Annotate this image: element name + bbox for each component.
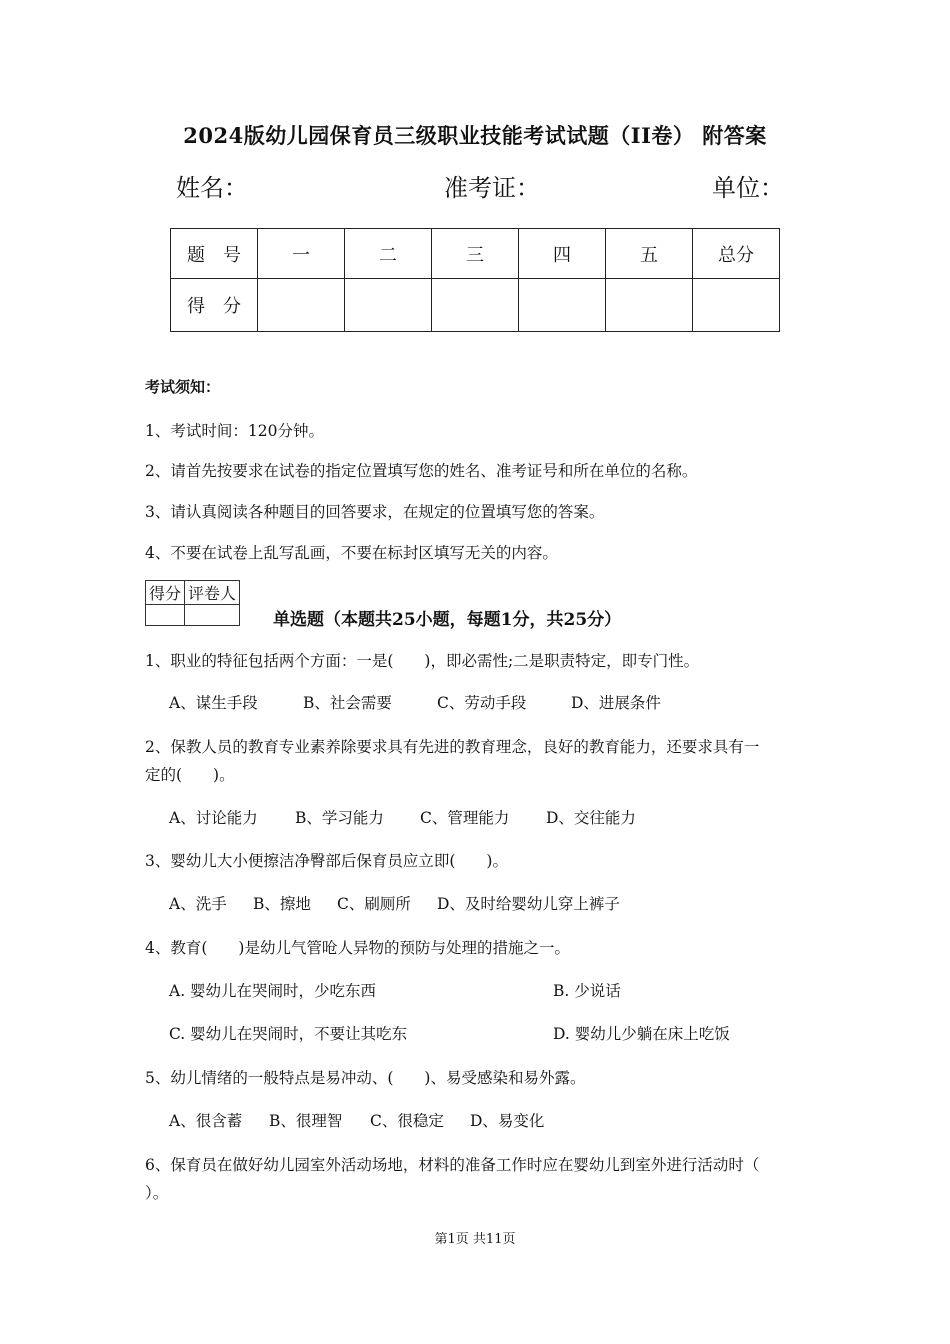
score-table <box>170 228 780 332</box>
score-header-cell: 二 <box>345 229 432 279</box>
option-b[interactable]: B、很理智 <box>269 1112 343 1130</box>
score-cell[interactable] <box>606 279 693 332</box>
notice-item: 2、请首先按要求在试卷的指定位置填写您的姓名、准考证号和所在单位的名称。 <box>145 462 698 480</box>
option-a[interactable]: A、谋生手段 <box>169 694 258 712</box>
score-cell[interactable] <box>432 279 519 332</box>
option-c[interactable]: C、管理能力 <box>420 809 510 827</box>
notice-item: 1、考试时间：120分钟。 <box>145 422 324 440</box>
option-b[interactable]: B、学习能力 <box>295 809 384 827</box>
option-a[interactable]: A、很含蓄 <box>169 1112 243 1130</box>
score-header-cell: 三 <box>432 229 519 279</box>
question-stem: 6、保育员在做好幼儿园室外活动场地，材料的准备工作时应在婴幼儿到室外进行活动时（ <box>145 1156 760 1174</box>
option-c[interactable]: C、劳动手段 <box>437 694 527 712</box>
option-d[interactable]: D、易变化 <box>470 1112 545 1130</box>
option-d[interactable]: D、及时给婴幼儿穿上裤子 <box>437 895 620 913</box>
option-d[interactable]: D、交往能力 <box>546 809 636 827</box>
option-b[interactable]: B、社会需要 <box>303 694 392 712</box>
option-c[interactable]: C、刷厕所 <box>337 895 411 913</box>
score-row-label: 得 分 <box>171 279 258 332</box>
score-cell[interactable] <box>345 279 432 332</box>
score-header-cell: 总分 <box>693 229 780 279</box>
option-d[interactable]: D. 婴幼儿少躺在床上吃饭 <box>553 1025 730 1043</box>
exam-id-field-label: 准考证： <box>444 174 540 202</box>
option-b[interactable]: B. 少说话 <box>553 982 621 1000</box>
section-title: 单选题（本题共25小题，每题1分，共25分） <box>273 610 622 630</box>
question-stem-continued: 定的( )。 <box>145 766 235 784</box>
grader-score-label: 得分 <box>146 581 185 605</box>
question-stem: 5、幼儿情绪的一般特点是易冲动、( )、易受感染和易外露。 <box>145 1069 586 1087</box>
option-a[interactable]: A、讨论能力 <box>169 809 258 827</box>
score-table-header-row <box>171 229 780 279</box>
score-header-cell: 题 号 <box>171 229 258 279</box>
grader-reviewer-label: 评卷人 <box>185 581 240 605</box>
notice-item: 3、请认真阅读各种题目的回答要求，在规定的位置填写您的答案。 <box>145 503 605 521</box>
page-footer: 第1页 共11页 <box>434 1232 516 1247</box>
question-stem: 3、婴幼儿大小便擦洁净臀部后保育员应立即( )。 <box>145 852 508 870</box>
unit-field-label: 单位： <box>712 174 784 202</box>
grader-box <box>145 580 240 626</box>
notice-heading: 考试须知： <box>145 378 221 396</box>
question-stem: 1、职业的特征包括两个方面：一是( )，即必需性;二是职责特定，即专门性。 <box>145 652 700 670</box>
score-header-cell: 四 <box>519 229 606 279</box>
grader-score-cell[interactable] <box>146 605 185 626</box>
question-stem: 2、保教人员的教育专业素养除要求具有先进的教育理念，良好的教育能力，还要求具有一 <box>145 738 760 756</box>
option-d[interactable]: D、进展条件 <box>571 694 661 712</box>
name-field-label: 姓名： <box>176 174 248 202</box>
score-cell[interactable] <box>258 279 345 332</box>
option-c[interactable]: C. 婴幼儿在哭闹时，不要让其吃东 <box>169 1025 408 1043</box>
score-header-cell: 五 <box>606 229 693 279</box>
score-cell[interactable] <box>693 279 780 332</box>
score-header-cell: 一 <box>258 229 345 279</box>
option-a[interactable]: A. 婴幼儿在哭闹时，少吃东西 <box>169 982 377 1000</box>
notice-item: 4、不要在试卷上乱写乱画，不要在标封区填写无关的内容。 <box>145 544 558 562</box>
question-stem: 4、教育( )是幼儿气管呛人异物的预防与处理的措施之一。 <box>145 939 570 957</box>
option-a[interactable]: A、洗手 <box>169 895 227 913</box>
score-cell[interactable] <box>519 279 606 332</box>
option-c[interactable]: C、很稳定 <box>370 1112 444 1130</box>
grader-reviewer-cell[interactable] <box>185 605 240 626</box>
option-b[interactable]: B、擦地 <box>253 895 311 913</box>
score-table-score-row <box>171 279 780 332</box>
document-title: 2024版幼儿园保育员三级职业技能考试试题（II卷） 附答案 <box>183 123 767 148</box>
question-stem-continued: ）。 <box>145 1184 169 1202</box>
